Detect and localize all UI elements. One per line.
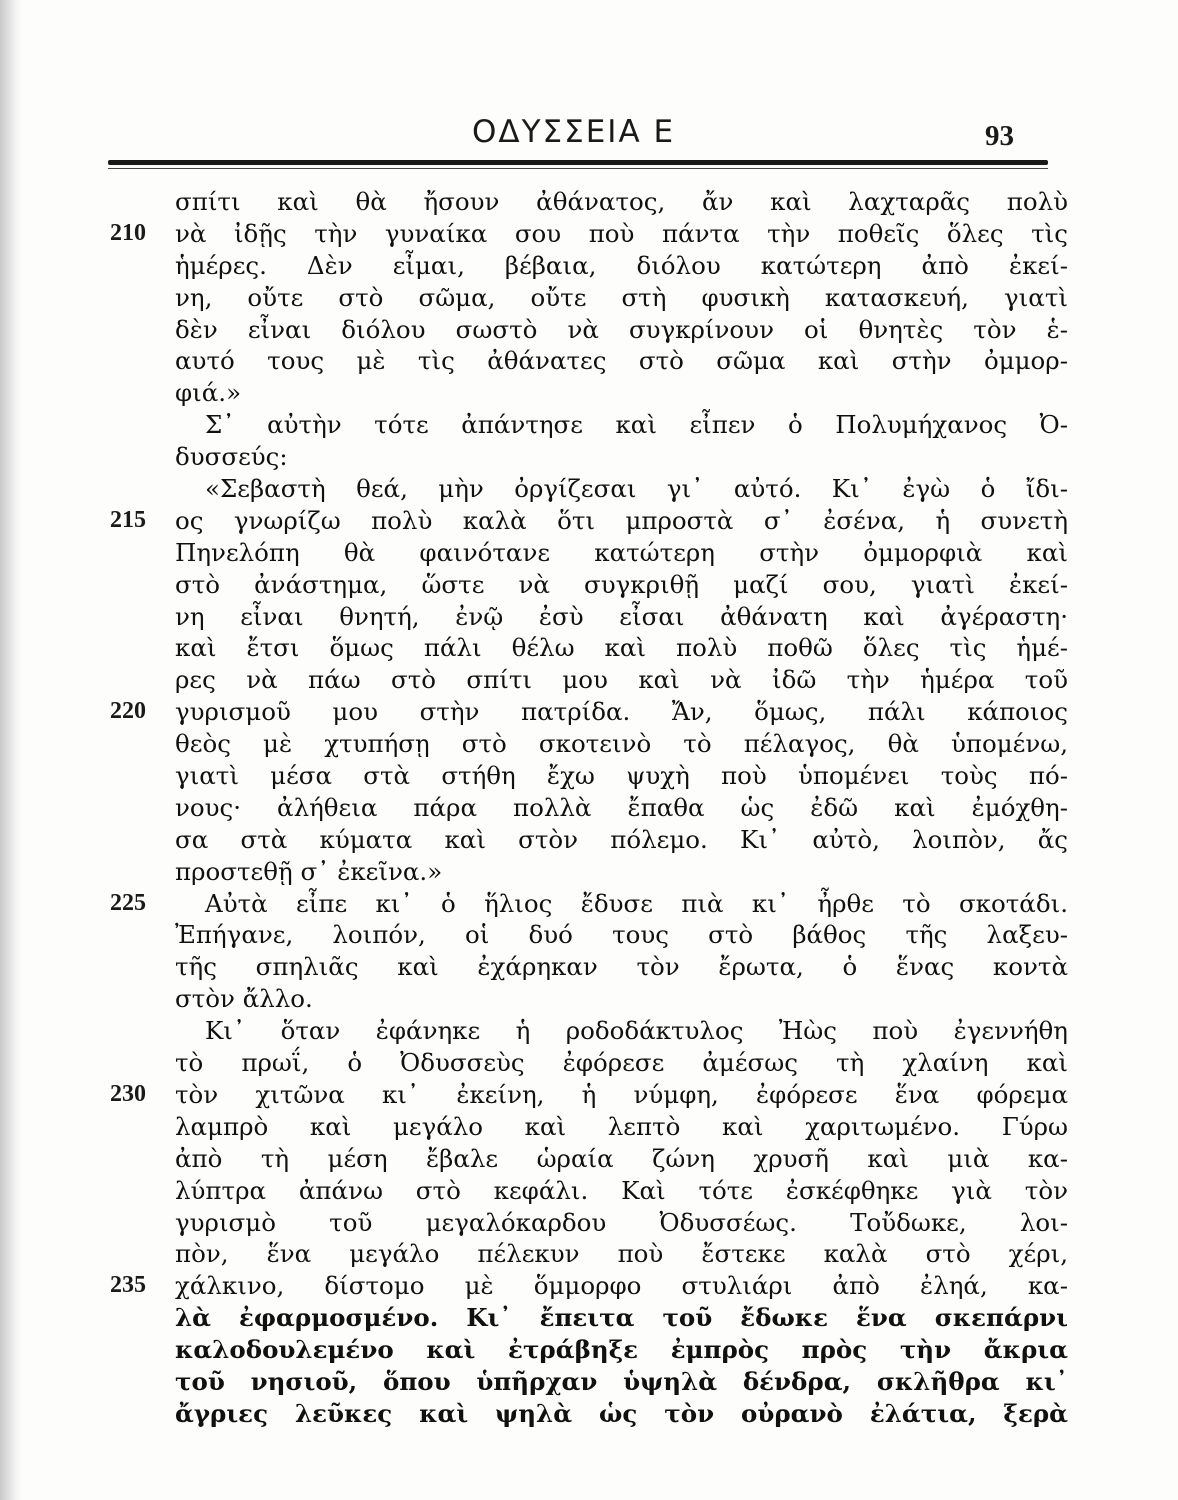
line-text: νους· ἀλήθεια πάρα πολλὰ ἔπαθα ὡς ἐδῶ καὶ ἐμόχθη- bbox=[175, 792, 1068, 822]
text-line bbox=[110, 218, 1070, 250]
text-line bbox=[110, 505, 1070, 537]
line-text: ἀπὸ τὴ μέση ἔβαλε ὡραία ζώνη χρυσῆ καὶ μιὰ κα- bbox=[175, 1143, 1068, 1173]
line-text: γιατὶ μέσα στὰ στήθη ἔχω ψυχὴ ποὺ ὑπομένει τοὺς πό- bbox=[175, 761, 1068, 791]
line-text: νη εἶναι θνητή, ἐνῷ ἐσὺ εἶσαι ἀθάνατη καὶ ἀγέραστη· bbox=[175, 601, 1068, 631]
line-text: τοῦ νησιοῦ, ὅπου ὑπῆρχαν ὑψηλὰ δένδρα, σκλῆθρα κι᾽ bbox=[175, 1366, 1068, 1396]
line-number: 215 bbox=[110, 506, 146, 533]
line-text: νη, οὔτε στὸ σῶμα, οὔτε στὴ φυσικὴ κατασκευή, γιατὶ bbox=[175, 282, 1068, 312]
line-text: τὸν χιτῶνα κι᾽ ἐκείνη, ἡ νύμφη, ἐφόρεσε ἕνα φόρεμα bbox=[175, 1079, 1068, 1109]
text-line bbox=[110, 664, 1070, 696]
text-line bbox=[110, 409, 1070, 441]
line-text: λαμπρὸ καὶ μεγάλο καὶ λεπτὸ καὶ χαριτωμένο. Γύρω bbox=[175, 1111, 1068, 1141]
text-line bbox=[110, 696, 1070, 728]
text-line bbox=[110, 792, 1070, 824]
text-line bbox=[110, 983, 1070, 1015]
binding-shadow bbox=[0, 0, 22, 1500]
line-text: χάλκινο, δίστομο μὲ ὅμμορφο στυλιάρι ἀπὸ ἐληά, κα- bbox=[175, 1271, 1068, 1301]
text-line bbox=[110, 314, 1070, 346]
line-text: «Σεβαστὴ θεά, μὴν ὀργίζεσαι γι᾽ αὐτό. Κι᾽ ἐγὼ ὁ ἴδι- bbox=[205, 474, 1068, 504]
text-line bbox=[110, 1334, 1070, 1366]
page-number: 93 bbox=[985, 120, 1014, 152]
text-line bbox=[110, 569, 1070, 601]
line-text: σα στὰ κύματα καὶ στὸν πόλεμο. Κι᾽ αὐτὸ, λοιπὸν, ἄς bbox=[175, 824, 1068, 854]
line-text: φιά.» bbox=[175, 378, 242, 408]
text-line bbox=[110, 186, 1070, 218]
line-text: προστεθῇ σ᾽ ἐκεῖνα.» bbox=[175, 856, 443, 886]
text-line bbox=[110, 537, 1070, 569]
page-header bbox=[0, 0, 1178, 170]
text-line bbox=[110, 1207, 1070, 1239]
line-text: γυρισμοῦ μου στὴν πατρίδα. Ἄν, ὅμως, πάλι κάποιος bbox=[175, 697, 1068, 727]
text-line bbox=[110, 1270, 1070, 1302]
text-line bbox=[110, 888, 1070, 920]
text-line bbox=[110, 601, 1070, 633]
line-text: λύπτρα ἀπάνω στὸ κεφάλι. Καὶ τότε ἐσκέφθηκε γιὰ τὸν bbox=[175, 1175, 1068, 1205]
text-line bbox=[110, 1398, 1070, 1430]
text-line bbox=[110, 377, 1070, 409]
text-line bbox=[110, 1143, 1070, 1175]
body-text bbox=[110, 186, 1070, 1430]
line-text: καὶ ἔτσι ὅμως πάλι θέλω καὶ πολὺ ποθῶ ὅλες τὶς ἡμέ- bbox=[175, 633, 1068, 663]
line-text: δὲν εἶναι διόλου σωστὸ νὰ συγκρίνουν οἱ θνητὲς τὸν ἑ- bbox=[175, 314, 1068, 344]
line-text: Αὐτὰ εἶπε κι᾽ ὁ ἥλιος ἔδυσε πιὰ κι᾽ ἦρθε τὸ σκοτάδι. bbox=[205, 888, 1068, 918]
text-line bbox=[110, 632, 1070, 664]
text-line bbox=[110, 951, 1070, 983]
line-text: τὸ πρωΐ, ὁ Ὀδυσσεὺς ἐφόρεσε ἀμέσως τὴ χλαίνη καὶ bbox=[175, 1048, 1068, 1078]
text-line bbox=[110, 760, 1070, 792]
line-text: Σ᾽ αὐτὴν τότε ἀπάντησε καὶ εἶπεν ὁ Πολυμήχανος Ὀ- bbox=[205, 410, 1068, 440]
line-text: αυτό τους μὲ τὶς ἀθάνατες στὸ σῶμα καὶ στὴν ὀμμορ- bbox=[175, 346, 1068, 376]
text-line bbox=[110, 1015, 1070, 1047]
text-line bbox=[110, 250, 1070, 282]
line-text: ρες νὰ πάω στὸ σπίτι μου καὶ νὰ ἰδῶ τὴν ἡμέρα τοῦ bbox=[175, 665, 1068, 695]
text-line bbox=[110, 728, 1070, 760]
line-text: λὰ ἐφαρμοσμένο. Κι᾽ ἔπειτα τοῦ ἔδωκε ἕνα σκεπάρνι bbox=[175, 1303, 1068, 1333]
line-text: ἄγριες λεῦκες καὶ ψηλὰ ὡς τὸν οὐρανὸ ἐλάτια, ξερὰ bbox=[175, 1398, 1068, 1428]
running-title: ΟΔΥΣΣΕΙΑ Ε bbox=[472, 114, 676, 150]
text-line bbox=[110, 282, 1070, 314]
line-text: καλοδουλεμένο καὶ ἐτράβηξε ἐμπρὸς πρὸς τὴν ἄκρια bbox=[175, 1335, 1068, 1365]
line-text: Πηνελόπη θὰ φαινότανε κατώτερη στὴν ὀμμορφιὰ καὶ bbox=[175, 537, 1068, 567]
line-number: 210 bbox=[110, 219, 146, 246]
line-text: νὰ ἰδῇς τὴν γυναίκα σου ποὺ πάντα τὴν ποθεῖς ὅλες τὶς bbox=[175, 218, 1068, 248]
text-line bbox=[110, 345, 1070, 377]
line-number: 230 bbox=[110, 1080, 146, 1107]
header-rule-thin bbox=[108, 168, 1048, 169]
line-text: στὸν ἄλλο. bbox=[175, 984, 313, 1014]
text-line bbox=[110, 1238, 1070, 1270]
line-text: στὸ ἀνάστημα, ὥστε νὰ συγκριθῇ μαζί σου, γιατὶ ἐκεί- bbox=[175, 569, 1068, 599]
line-text: ος γνωρίζω πολὺ καλὰ ὅτι μπροστὰ σ᾽ ἐσένα, ἡ συνετὴ bbox=[175, 505, 1068, 535]
line-number: 225 bbox=[110, 889, 146, 916]
line-text: δυσσεύς: bbox=[175, 442, 288, 472]
line-text: θεὸς μὲ χτυπήσῃ στὸ σκοτεινὸ τὸ πέλαγος, θὰ ὑπομένω, bbox=[175, 729, 1068, 759]
line-number: 220 bbox=[110, 698, 146, 725]
text-line bbox=[110, 1366, 1070, 1398]
text-line bbox=[110, 856, 1070, 888]
text-line bbox=[110, 919, 1070, 951]
text-line bbox=[110, 441, 1070, 473]
header-rule bbox=[108, 160, 1048, 165]
line-number: 235 bbox=[110, 1272, 146, 1299]
line-text: γυρισμὸ τοῦ μεγαλόκαρδου Ὀδυσσέως. Τοὔδωκε, λοι- bbox=[175, 1207, 1068, 1237]
line-text: Ἐπήγανε, λοιπόν, οἱ δυό τους στὸ βάθος τῆς λαξευ- bbox=[175, 920, 1068, 950]
line-text: τῆς σπηλιᾶς καὶ ἐχάρηκαν τὸν ἔρωτα, ὁ ἕνας κοντὰ bbox=[175, 952, 1068, 982]
line-text: σπίτι καὶ θὰ ἤσουν ἀθάνατος, ἄν καὶ λαχταρᾶς πολὺ bbox=[175, 187, 1068, 216]
text-line bbox=[110, 824, 1070, 856]
text-line bbox=[110, 1047, 1070, 1079]
text-line bbox=[110, 1302, 1070, 1334]
text-line bbox=[110, 1175, 1070, 1207]
text-line bbox=[110, 473, 1070, 505]
line-text: ἡμέρες. Δὲν εἶμαι, βέβαια, διόλου κατώτερη ἀπὸ ἐκεί- bbox=[175, 250, 1068, 280]
text-line bbox=[110, 1079, 1070, 1111]
text-line bbox=[110, 1111, 1070, 1143]
line-text: πὸν, ἕνα μεγάλο πέλεκυν ποὺ ἔστεκε καλὰ στὸ χέρι, bbox=[175, 1239, 1068, 1269]
line-text: Κι᾽ ὅταν ἐφάνηκε ἡ ροδοδάκτυλος Ἠὼς ποὺ ἐγεννήθη bbox=[205, 1016, 1068, 1046]
